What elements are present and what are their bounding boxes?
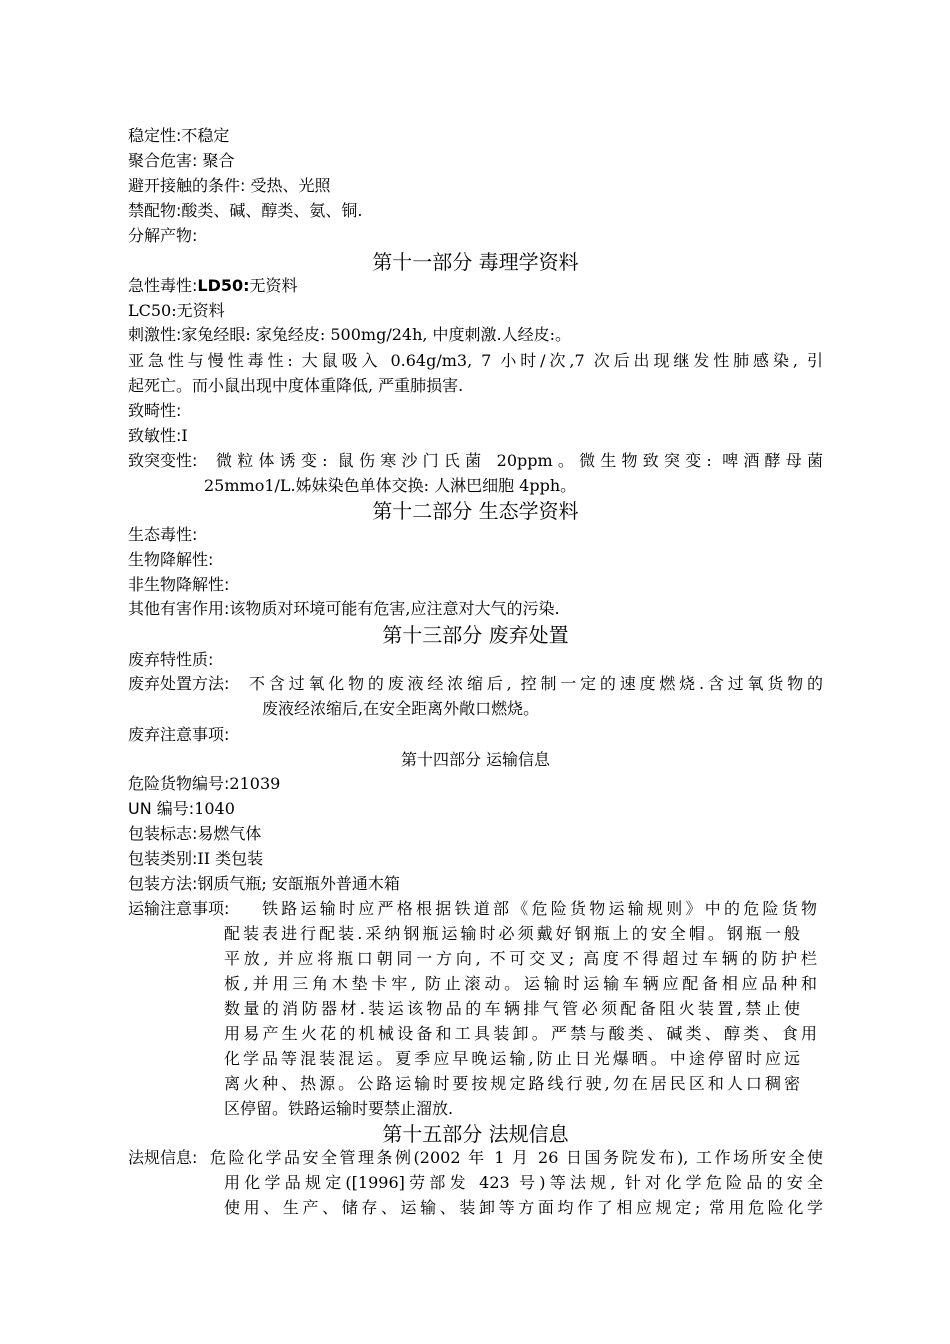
incompatible-row <box>128 200 363 222</box>
subacute-line-1: 亚急性与慢性毒性: 大鼠吸入 0.64g/m3, 7 小时/次,7 次后出现继发性肺感染, 引 <box>128 351 823 370</box>
sensitization-label: 致敏性: <box>128 426 182 445</box>
sensitization-row <box>128 425 188 447</box>
un-number-value: 1040 <box>194 799 235 818</box>
other-effects-row <box>128 598 560 620</box>
section-15-title: 第十五部分 法规信息 <box>382 1122 569 1146</box>
package-mark-label: 包装标志: <box>128 824 198 843</box>
sensitization-value: I <box>181 426 188 445</box>
section-11-title: 第十一部分 毒理学资料 <box>372 250 579 274</box>
dg-number-value: 21039 <box>229 774 281 793</box>
acute-toxicity-label: 急性毒性: <box>128 276 198 295</box>
waste-note-row <box>128 724 229 746</box>
regulation-label: 法规信息: <box>128 1148 198 1167</box>
section-14-title: 第十四部分 运输信息 <box>400 750 551 769</box>
eco-toxicity-row <box>128 524 197 546</box>
lc50-row: LC50:无资料 <box>128 301 225 320</box>
un-number-label: UN 编号: <box>128 799 195 818</box>
mutagenicity-line-1: 微粒体诱变: 鼠伤寒沙门氏菌 20ppm。微生物致突变: 啤酒酵母菌 <box>216 451 823 470</box>
regulation-label-cell <box>128 1147 197 1169</box>
biodegradability-row <box>128 549 213 571</box>
package-mark-row <box>128 823 261 845</box>
dg-number-row <box>128 773 280 795</box>
decomposition-label: 分解产物: <box>128 226 198 245</box>
ld50-label: LD50: <box>197 276 250 295</box>
incompatible-value: 酸类、碱、醇类、氨、铜. <box>181 201 363 220</box>
polymer-hazard-label: 聚合危害: <box>128 151 198 170</box>
waste-nature-label: 废弃特性质: <box>128 650 214 669</box>
transport-notes-line: 化学品等混装混运。夏季应早晚运输,防止日光爆晒。中途停留时应远 <box>224 1049 800 1068</box>
package-method-label: 包装方法: <box>128 874 198 893</box>
package-category-value: II 类包装 <box>197 849 264 868</box>
transport-notes-line: 数量的消防器材.装运该物品的车辆排气管必须配备阻火装置,禁止使 <box>224 999 800 1018</box>
transport-notes-line: 平放, 并应将瓶口朝同一方向, 不可交叉; 高度不得超过车辆的防护栏 <box>224 949 817 968</box>
teratogenicity-label: 致畸性: <box>128 401 182 420</box>
transport-notes-line: 离火种、热源。公路运输时要按规定路线行驶,勿在居民区和人口稠密 <box>224 1074 800 1093</box>
transport-notes-line: 铁路运输时应严格根据铁道部《危险货物运输规则》中的危险货物 <box>262 899 817 918</box>
polymer-hazard-row <box>128 150 235 172</box>
package-method-row <box>128 873 400 895</box>
acute-toxicity-value: 无资料 <box>249 276 298 295</box>
stability-value: 不稳定 <box>181 126 230 145</box>
acute-toxicity-row <box>128 275 298 297</box>
transport-notes-label-cell <box>128 898 229 920</box>
transport-notes-line: 板,并用三角木垫卡牢, 防止滚动。运输时运输车辆应配备相应品种和 <box>224 974 817 993</box>
regulation-line: 用化学品规定([1996]劳部发 423 号)等法规, 针对化学危险品的安全 <box>224 1173 823 1192</box>
regulation-line: 使用、生产、储存、运输、装卸等方面均作了相应规定; 常用危险化学 <box>224 1198 823 1217</box>
mutagenicity-line-2: 25mmo1/L.姊妹染色单体交换: 人淋巴细胞 4pph。 <box>204 476 577 495</box>
teratogenicity-row <box>128 400 181 422</box>
irritation-row <box>128 324 571 346</box>
other-effects-label: 其他有害作用: <box>128 599 230 618</box>
waste-method-label-cell <box>128 673 229 695</box>
eco-toxicity-label: 生态毒性: <box>128 525 198 544</box>
stability-row <box>128 125 229 147</box>
package-category-label: 包装类别: <box>128 849 198 868</box>
transport-notes-line: 配装表进行配装.采纳钢瓶运输时必须戴好钢瓶上的安全帽。钢瓶一般 <box>224 924 800 943</box>
waste-note-label: 废弃注意事项: <box>128 725 230 744</box>
irritation-value: 家兔经眼: 家兔经皮: 500mg/24h, 中度刺激.人经皮:。 <box>181 325 572 344</box>
transport-notes-line: 用易产生火花的机械设备和工具装卸。严禁与酸类、碱类、醇类、食用 <box>224 1024 817 1043</box>
section-12-title: 第十二部分 生态学资料 <box>372 499 579 523</box>
decomposition-row <box>128 225 197 247</box>
un-number-row <box>128 798 235 820</box>
biodegradability-label: 生物降解性: <box>128 550 214 569</box>
package-mark-value: 易燃气体 <box>197 824 262 843</box>
transport-notes-line: 区停留。铁路运输时要禁止溜放. <box>224 1099 454 1118</box>
regulation-line: 危险化学品安全管理条例(2002 年 1 月 26 日国务院发布), 工作场所安全使 <box>210 1148 823 1167</box>
transport-notes-label: 运输注意事项: <box>128 899 230 918</box>
dg-number-label: 危险货物编号: <box>128 774 230 793</box>
irritation-label: 刺激性: <box>128 325 182 344</box>
stability-label: 稳定性: <box>128 126 182 145</box>
avoid-conditions-row <box>128 175 331 197</box>
other-effects-value: 该物质对环境可能有危害,应注意对大气的污染. <box>229 599 560 618</box>
non-biodegradability-row <box>128 574 229 596</box>
non-biodegradability-label: 非生物降解性: <box>128 575 230 594</box>
polymer-hazard-value: 聚合 <box>197 151 235 170</box>
waste-method-line-1: 不含过氧化物的废液经浓缩后, 控制一定的速度燃烧.含过氧货物的 <box>249 674 823 693</box>
avoid-conditions-label: 避开接触的条件: <box>128 176 246 195</box>
incompatible-label: 禁配物: <box>128 201 182 220</box>
mutagenicity-label-cell <box>128 450 197 472</box>
avoid-conditions-value: 受热、光照 <box>245 176 331 195</box>
package-category-row <box>128 848 263 870</box>
waste-method-line-2: 废液经浓缩后,在安全距离外敞口燃烧。 <box>262 699 540 718</box>
package-method-value: 钢质气瓶; 安瓿瓶外普通木箱 <box>197 874 400 893</box>
section-13-title: 第十三部分 废弃处置 <box>382 623 569 647</box>
waste-nature-row <box>128 649 213 671</box>
mutagenicity-label: 致突变性: <box>128 451 198 470</box>
subacute-line-2: 起死亡。而小鼠出现中度体重降低, 严重肺损害. <box>128 376 464 395</box>
waste-method-label: 废弃处置方法: <box>128 674 230 693</box>
